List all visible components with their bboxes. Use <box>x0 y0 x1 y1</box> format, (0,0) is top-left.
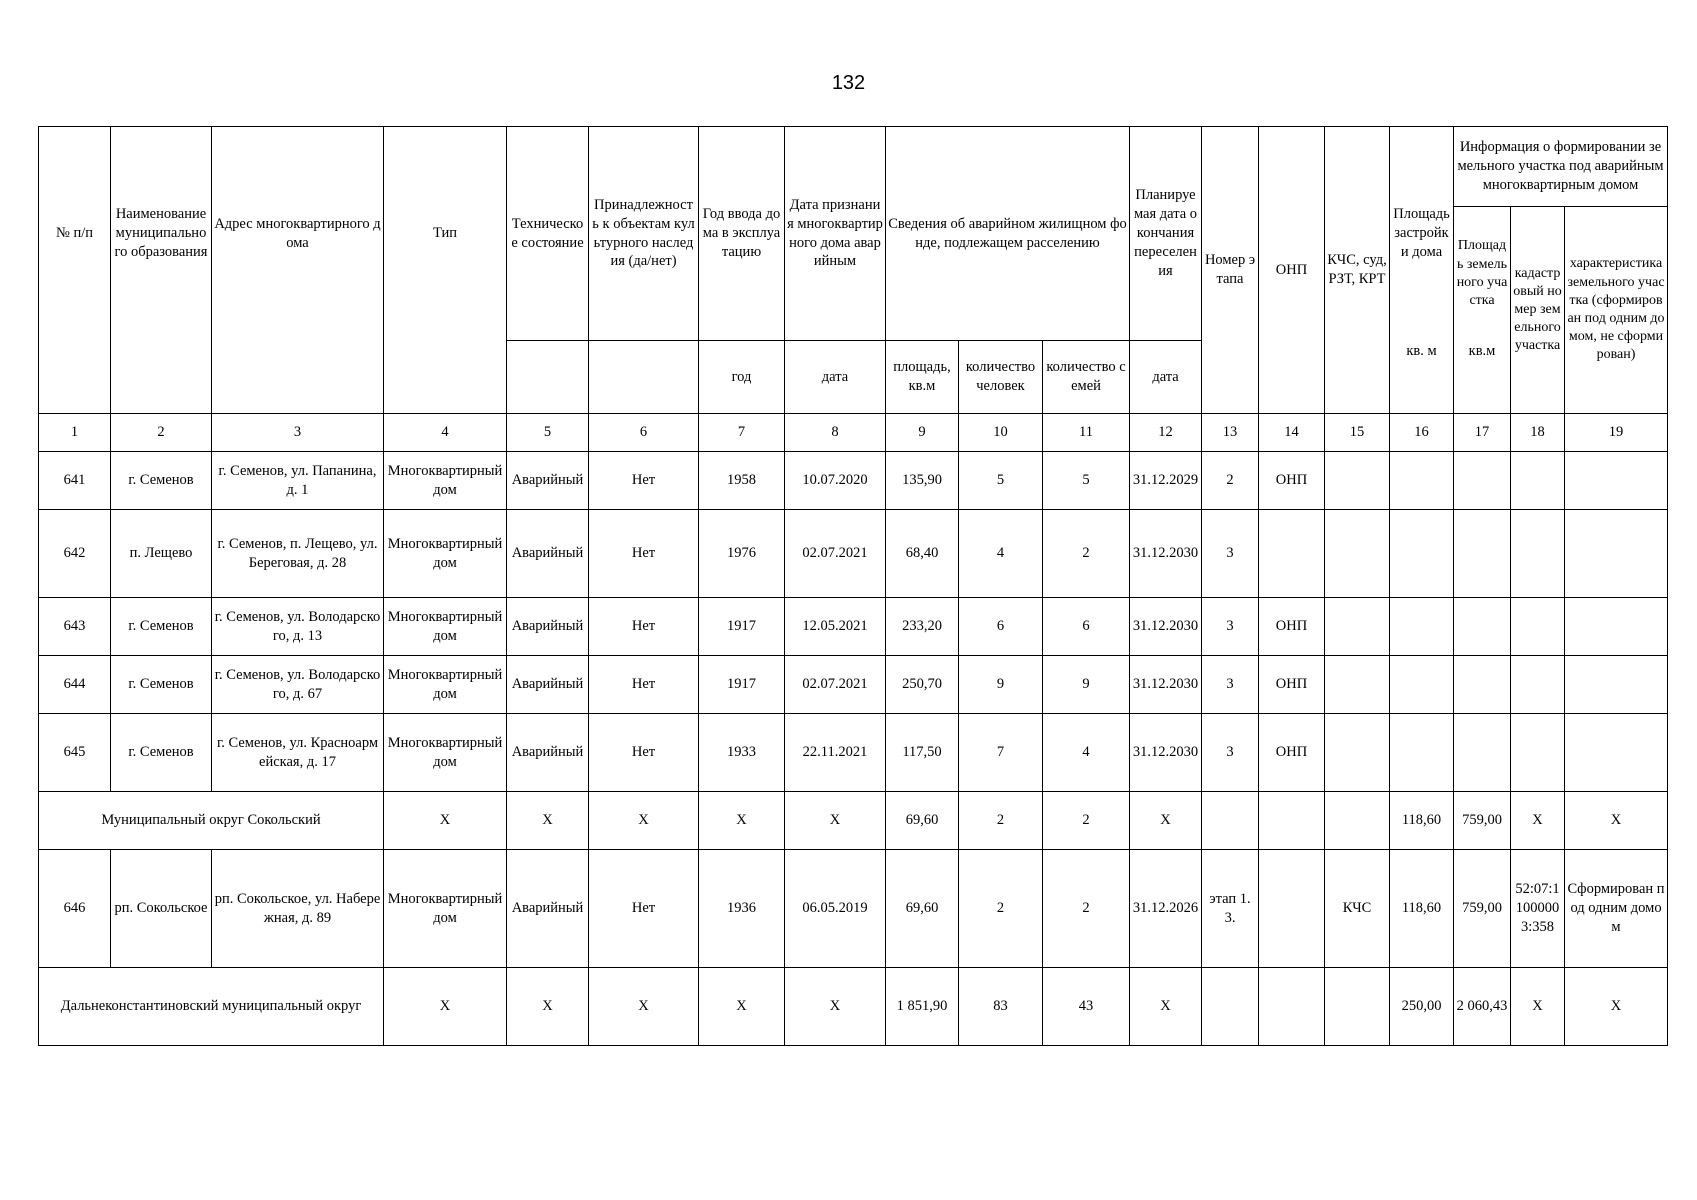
row-land-char <box>1565 656 1668 714</box>
column-number: 10 <box>959 414 1043 452</box>
row-mo: г. Семенов <box>111 714 212 792</box>
header-col19: характеристика земельного участка (сформирован под одним домом, не сформирован) <box>1565 207 1668 414</box>
table-row <box>39 510 1668 598</box>
summary-type: X <box>384 792 507 850</box>
row-area: 233,20 <box>886 598 959 656</box>
row-year: 1917 <box>699 656 785 714</box>
summary-onp <box>1259 968 1325 1046</box>
summary-state: X <box>507 968 589 1046</box>
row-date: 02.07.2021 <box>785 510 886 598</box>
column-number: 16 <box>1390 414 1454 452</box>
row-state: Аварийный <box>507 452 589 510</box>
header-col4: Тип <box>384 127 507 341</box>
table-row <box>39 656 1668 714</box>
row-land-area <box>1454 656 1511 714</box>
row-heritage: Нет <box>589 656 699 714</box>
header-col16: Площадь застройки дома <box>1390 127 1454 341</box>
header-sub2 <box>111 341 212 414</box>
header-col5: Техническое состояние <box>507 127 589 341</box>
row-area: 117,50 <box>886 714 959 792</box>
table-row <box>39 452 1668 510</box>
column-number: 2 <box>111 414 212 452</box>
summary-land-area: 759,00 <box>1454 792 1511 850</box>
row-address: г. Семенов, п. Лещево, ул. Береговая, д. 28 <box>212 510 384 598</box>
row-kchs <box>1325 510 1390 598</box>
summary-year: X <box>699 792 785 850</box>
row-year: 1933 <box>699 714 785 792</box>
row-people: 6 <box>959 598 1043 656</box>
row-stage: 2 <box>1202 452 1259 510</box>
row-address: рп. Сокольское, ул. Набережная, д. 89 <box>212 850 384 968</box>
row-families: 9 <box>1043 656 1130 714</box>
row-stage: этап 1.3. <box>1202 850 1259 968</box>
column-number: 15 <box>1325 414 1390 452</box>
row-cadastre <box>1511 598 1565 656</box>
row-build-area <box>1390 656 1454 714</box>
column-number: 9 <box>886 414 959 452</box>
row-state: Аварийный <box>507 510 589 598</box>
header-sub16: кв. м <box>1390 341 1454 414</box>
summary-land-char: X <box>1565 968 1668 1046</box>
column-number: 17 <box>1454 414 1511 452</box>
row-onp: ОНП <box>1259 714 1325 792</box>
row-address: г. Семенов, ул. Красноармейская, д. 17 <box>212 714 384 792</box>
summary-heritage: X <box>589 792 699 850</box>
row-area: 68,40 <box>886 510 959 598</box>
header-col8: Дата признания многоквартирного дома аварийным <box>785 127 886 341</box>
row-stage: 3 <box>1202 510 1259 598</box>
row-build-area <box>1390 510 1454 598</box>
row-state: Аварийный <box>507 714 589 792</box>
row-mo: п. Лещево <box>111 510 212 598</box>
summary-row-dalnekonstantinovsky <box>39 968 1668 1046</box>
summary-kchs <box>1325 968 1390 1046</box>
row-families: 4 <box>1043 714 1130 792</box>
header-sub7: год <box>699 341 785 414</box>
header-sub5 <box>507 341 589 414</box>
column-number: 3 <box>212 414 384 452</box>
column-number: 6 <box>589 414 699 452</box>
row-heritage: Нет <box>589 598 699 656</box>
row-date: 06.05.2019 <box>785 850 886 968</box>
row-land-area <box>1454 598 1511 656</box>
row-onp: ОНП <box>1259 452 1325 510</box>
row-area: 135,90 <box>886 452 959 510</box>
row-build-area <box>1390 452 1454 510</box>
row-kchs <box>1325 452 1390 510</box>
row-address: г. Семенов, ул. Папанина, д. 1 <box>212 452 384 510</box>
summary-people: 83 <box>959 968 1043 1046</box>
row-heritage: Нет <box>589 452 699 510</box>
row-land-char <box>1565 452 1668 510</box>
table-row <box>39 714 1668 792</box>
column-number: 4 <box>384 414 507 452</box>
row-kchs <box>1325 656 1390 714</box>
row-address: г. Семенов, ул. Володарского, д. 13 <box>212 598 384 656</box>
row-num: 646 <box>39 850 111 968</box>
summary-row-sokolsky <box>39 792 1668 850</box>
row-year: 1958 <box>699 452 785 510</box>
row-state: Аварийный <box>507 850 589 968</box>
header-col17: Площадь земельного участка <box>1454 207 1511 341</box>
table-row <box>39 850 1668 968</box>
header-col6: Принадлежность к объектам культурного наследия (да/нет) <box>589 127 699 341</box>
row-land-area <box>1454 714 1511 792</box>
row-cadastre: 52:07:11000003:358 <box>1511 850 1565 968</box>
summary-people: 2 <box>959 792 1043 850</box>
row-land-area <box>1454 510 1511 598</box>
row-land-char <box>1565 598 1668 656</box>
header-sub8: дата <box>785 341 886 414</box>
row-families: 5 <box>1043 452 1130 510</box>
row-heritage: Нет <box>589 850 699 968</box>
row-heritage: Нет <box>589 714 699 792</box>
row-build-area: 118,60 <box>1390 850 1454 968</box>
summary-onp <box>1259 792 1325 850</box>
summary-build-area: 250,00 <box>1390 968 1454 1046</box>
row-type: Многоквартирный дом <box>384 850 507 968</box>
column-number: 8 <box>785 414 886 452</box>
row-type: Многоквартирный дом <box>384 598 507 656</box>
row-state: Аварийный <box>507 598 589 656</box>
column-number-row <box>39 414 1668 452</box>
summary-area: 69,60 <box>886 792 959 850</box>
row-onp <box>1259 850 1325 968</box>
column-number: 19 <box>1565 414 1668 452</box>
row-type: Многоквартирный дом <box>384 656 507 714</box>
row-type: Многоквартирный дом <box>384 510 507 598</box>
header-col1: № п/п <box>39 127 111 341</box>
summary-land-char: X <box>1565 792 1668 850</box>
column-number: 5 <box>507 414 589 452</box>
row-onp <box>1259 510 1325 598</box>
header-row-1 <box>39 127 1668 207</box>
row-land-char: Сформирован под одним домом <box>1565 850 1668 968</box>
summary-stage <box>1202 968 1259 1046</box>
summary-families: 2 <box>1043 792 1130 850</box>
header-sub11: количество семей <box>1043 341 1130 414</box>
summary-build-area: 118,60 <box>1390 792 1454 850</box>
row-plan-date: 31.12.2030 <box>1130 656 1202 714</box>
header-sub4 <box>384 341 507 414</box>
row-mo: г. Семенов <box>111 452 212 510</box>
header-group-9-11: Сведения об аварийном жилищном фонде, подлежащем расселению <box>886 127 1130 341</box>
row-people: 2 <box>959 850 1043 968</box>
page-number: 132 <box>831 72 866 94</box>
row-heritage: Нет <box>589 510 699 598</box>
column-number: 13 <box>1202 414 1259 452</box>
row-plan-date: 31.12.2029 <box>1130 452 1202 510</box>
summary-date: X <box>785 792 886 850</box>
summary-area: 1 851,90 <box>886 968 959 1046</box>
row-type: Многоквартирный дом <box>384 452 507 510</box>
row-land-char <box>1565 510 1668 598</box>
column-number: 18 <box>1511 414 1565 452</box>
header-group-17-19: Информация о формировании земельного участка под аварийным многоквартирным домом <box>1454 127 1668 207</box>
row-land-char <box>1565 714 1668 792</box>
row-people: 4 <box>959 510 1043 598</box>
header-sub6 <box>589 341 699 414</box>
row-mo: г. Семенов <box>111 656 212 714</box>
summary-plan-date: X <box>1130 792 1202 850</box>
column-number: 11 <box>1043 414 1130 452</box>
row-area: 69,60 <box>886 850 959 968</box>
row-num: 641 <box>39 452 111 510</box>
summary-label: Дальнеконстантиновский муниципальный округ <box>39 968 384 1046</box>
summary-cadastre: X <box>1511 968 1565 1046</box>
summary-label: Муниципальный округ Сокольский <box>39 792 384 850</box>
row-plan-date: 31.12.2030 <box>1130 598 1202 656</box>
row-year: 1936 <box>699 850 785 968</box>
table-row <box>39 598 1668 656</box>
row-address: г. Семенов, ул. Володарского, д. 67 <box>212 656 384 714</box>
row-plan-date: 31.12.2026 <box>1130 850 1202 968</box>
summary-cadastre: X <box>1511 792 1565 850</box>
header-sub3 <box>212 341 384 414</box>
row-stage: 3 <box>1202 656 1259 714</box>
row-area: 250,70 <box>886 656 959 714</box>
header-col14: ОНП <box>1259 127 1325 414</box>
row-date: 12.05.2021 <box>785 598 886 656</box>
column-number: 7 <box>699 414 785 452</box>
row-cadastre <box>1511 656 1565 714</box>
header-col2: Наименование муниципального образования <box>111 127 212 341</box>
row-type: Многоквартирный дом <box>384 714 507 792</box>
row-people: 5 <box>959 452 1043 510</box>
row-plan-date: 31.12.2030 <box>1130 714 1202 792</box>
column-number: 12 <box>1130 414 1202 452</box>
row-families: 2 <box>1043 510 1130 598</box>
row-mo: г. Семенов <box>111 598 212 656</box>
row-mo: рп. Сокольское <box>111 850 212 968</box>
row-people: 7 <box>959 714 1043 792</box>
row-date: 22.11.2021 <box>785 714 886 792</box>
row-kchs <box>1325 598 1390 656</box>
header-col15: КЧС, суд, РЗТ, КРТ <box>1325 127 1390 414</box>
row-num: 642 <box>39 510 111 598</box>
summary-heritage: X <box>589 968 699 1046</box>
row-onp: ОНП <box>1259 656 1325 714</box>
summary-stage <box>1202 792 1259 850</box>
header-col13: Номер этапа <box>1202 127 1259 414</box>
row-plan-date: 31.12.2030 <box>1130 510 1202 598</box>
emergency-housing-table <box>38 126 1668 1046</box>
header-sub17: кв.м <box>1454 341 1511 414</box>
row-year: 1917 <box>699 598 785 656</box>
row-date: 02.07.2021 <box>785 656 886 714</box>
summary-type: X <box>384 968 507 1046</box>
header-col3: Адрес многоквартирного дома <box>212 127 384 341</box>
row-state: Аварийный <box>507 656 589 714</box>
summary-date: X <box>785 968 886 1046</box>
row-kchs: КЧС <box>1325 850 1390 968</box>
summary-year: X <box>699 968 785 1046</box>
row-kchs <box>1325 714 1390 792</box>
row-cadastre <box>1511 714 1565 792</box>
row-stage: 3 <box>1202 598 1259 656</box>
row-families: 6 <box>1043 598 1130 656</box>
row-land-area: 759,00 <box>1454 850 1511 968</box>
row-cadastre <box>1511 510 1565 598</box>
row-people: 9 <box>959 656 1043 714</box>
summary-plan-date: X <box>1130 968 1202 1046</box>
row-onp: ОНП <box>1259 598 1325 656</box>
row-date: 10.07.2020 <box>785 452 886 510</box>
header-col12: Планируемая дата окончания переселения <box>1130 127 1202 341</box>
header-sub10: количество человек <box>959 341 1043 414</box>
summary-families: 43 <box>1043 968 1130 1046</box>
row-land-area <box>1454 452 1511 510</box>
summary-land-area: 2 060,43 <box>1454 968 1511 1046</box>
header-col18: кадастровый номер земельного участка <box>1511 207 1565 414</box>
header-sub1 <box>39 341 111 414</box>
header-col7: Год ввода дома в эксплуатацию <box>699 127 785 341</box>
column-number: 14 <box>1259 414 1325 452</box>
row-num: 644 <box>39 656 111 714</box>
row-build-area <box>1390 598 1454 656</box>
header-row-3 <box>39 341 1668 414</box>
row-build-area <box>1390 714 1454 792</box>
summary-kchs <box>1325 792 1390 850</box>
row-stage: 3 <box>1202 714 1259 792</box>
header-sub9: площадь, кв.м <box>886 341 959 414</box>
column-number: 1 <box>39 414 111 452</box>
header-sub12: дата <box>1130 341 1202 414</box>
row-num: 643 <box>39 598 111 656</box>
row-num: 645 <box>39 714 111 792</box>
row-families: 2 <box>1043 850 1130 968</box>
row-cadastre <box>1511 452 1565 510</box>
row-year: 1976 <box>699 510 785 598</box>
summary-state: X <box>507 792 589 850</box>
